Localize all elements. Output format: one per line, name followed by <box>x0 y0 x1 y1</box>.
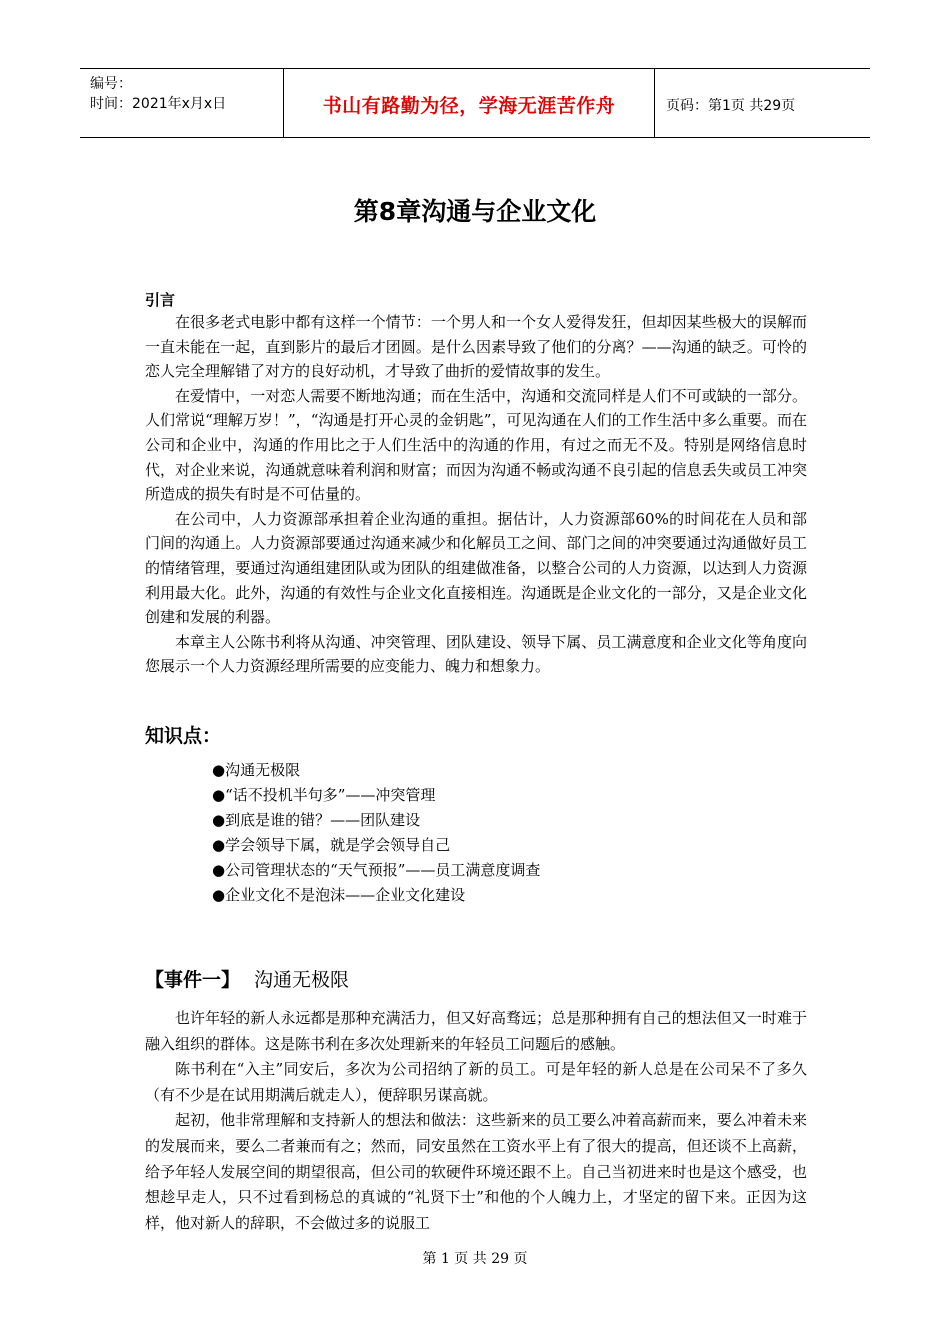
event-paragraph: 起初，他非常理解和支持新人的想法和做法：这些新来的员工要么冲着高薪而来，要么冲着未来的发展而来，要么二者兼而有之；然而，同安虽然在工资水平上有了很大的提高，但还谈不上高薪，给予年轻人发展空间的期望很高，但公司的软硬件环境还跟不上。自己当初进来时也是这个感受，也想趁早走人，只不过看到杨总的真诚的“礼贤下士”和他的个人魄力上，才坚定的留下来。正因为这样，他对新人的辞职，不会做过多的说服工 <box>145 1111 807 1232</box>
knowledge-item: ●沟通无极限 <box>212 761 301 779</box>
intro-paragraph: 在爱情中，一对恋人需要不断地沟通；而在生活中，沟通和交流同样是人们不可或缺的一部分。人们常说“理解万岁！”，“沟通是打开心灵的金钥匙”，可见沟通在人们的工作生活中多么重要。而在公司和企业中，沟通的作用比之于人们生活中的沟通的作用，有过之而无不及。特别是网络信息时代，对企业来说，沟通就意味着利润和财富；而因为沟通不畅或沟通不良引起的信息丢失或员工冲突所造成的损失有时是不可估量的。 <box>145 386 807 504</box>
header-page-cell <box>654 69 870 137</box>
event-paragraph: 陈书利在“入主”同安后，多次为公司招纳了新的员工。可是年轻的新人总是在公司呆不了多久（有不少是在试用期满后就走人），便辞职另谋高就。 <box>145 1060 807 1104</box>
knowledge-item: ●公司管理状态的“天气预报”——员工满意度调查 <box>212 861 541 879</box>
event-paragraph: 也许年轻的新人永远都是那种充满活力，但又好高骛远；总是那种拥有自己的想法但又一时难于融入组织的群体。这是陈书利在多次处理新来的年轻员工问题后的感触。 <box>145 1009 807 1053</box>
header-info-cell <box>80 69 283 137</box>
event-body <box>145 1006 807 1236</box>
intro-paragraph: 在很多老式电影中都有这样一个情节：一个男人和一个女人爱得发狂，但却因某些极大的误解而一直未能在一起，直到影片的最后才团圆。是什么因素导致了他们的分离？——沟通的缺乏。可怜的恋人完全理解错了对方的良好动机，才导致了曲折的爱情故事的发生。 <box>145 313 807 381</box>
knowledge-item: ●企业文化不是泡沫——企业文化建设 <box>212 886 466 904</box>
event-name: 沟通无极限 <box>254 969 350 991</box>
doc-number-label: 编号： <box>90 76 132 92</box>
event-bracket-label: 【事件一】 <box>145 969 241 991</box>
knowledge-item: ●学会领导下属，就是学会领导自己 <box>212 836 451 854</box>
knowledge-heading: 知识点： <box>145 725 222 747</box>
intro-paragraph: 本章主人公陈书利将从沟通、冲突管理、团队建设、领导下属、员工满意度和企业文化等角度向您展示一个人力资源经理所需要的应变能力、魄力和想象力。 <box>145 632 807 676</box>
doc-time-label: 时间：2021年x月x日 <box>90 96 227 112</box>
page-indicator: 页码：第1页 共29页 <box>666 98 796 114</box>
intro-body <box>145 310 807 679</box>
knowledge-list <box>212 758 540 908</box>
motto: 书山有路勤为径，学海无涯苦作舟 <box>322 95 616 117</box>
intro-paragraph: 在公司中，人力资源部承担着企业沟通的重担。据估计，人力资源部60%的时间花在人员和部门间的沟通上。人力资源部要通过沟通来减少和化解员工之间、部门之间的冲突要通过沟通做好员工的情绪管理，要通过沟通组建团队或为团队的组建做准备，以整合公司的人力资源，以达到人力资源利用最大化。此外，沟通的有效性与企业文化直接相连。沟通既是企业文化的一部分，又是企业文化创建和发展的利器。 <box>145 509 807 627</box>
page-footer: 第 1 页 共 29 页 <box>422 1251 528 1267</box>
header-motto-cell <box>283 69 655 137</box>
chapter-title: 第8章沟通与企业文化 <box>353 197 597 226</box>
header-table <box>80 68 870 138</box>
event-heading <box>145 965 349 992</box>
knowledge-item: ●“话不投机半句多”——冲突管理 <box>212 786 436 804</box>
knowledge-item: ●到底是谁的错？——团队建设 <box>212 811 421 829</box>
intro-heading: 引言 <box>145 291 176 309</box>
